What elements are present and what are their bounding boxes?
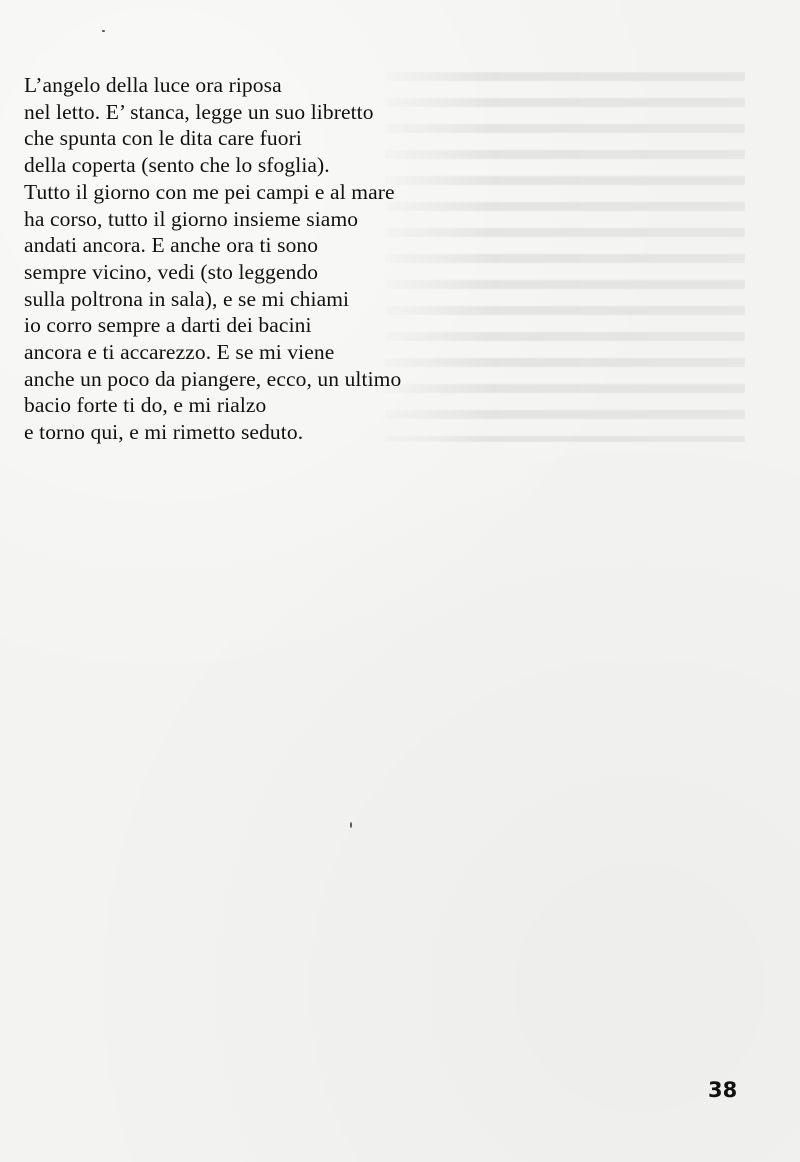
poem-line: L’angelo della luce ora riposa xyxy=(24,73,282,97)
poem-line: della coperta (sento che lo sfoglia). xyxy=(24,153,330,178)
poem-line: ha corso, tutto il giorno insieme siamo xyxy=(24,206,359,231)
poem-line: anche un poco da piangere, ecco, un ultimo xyxy=(24,366,402,391)
poem-line: sulla poltrona in sala), e se mi chiami xyxy=(24,286,350,311)
poem-line: Tutto il giorno con me pei campi e al mare xyxy=(24,179,395,204)
poem-line: sempre vicino, vedi (sto leggendo xyxy=(24,259,319,284)
poem-line: che spunta con le dita care fuori xyxy=(24,126,302,151)
poem-line: andati ancora. E anche ora ti sono xyxy=(24,233,319,258)
poem-line: nel letto. E’ stanca, legge un suo libretto xyxy=(24,99,374,124)
paper-speck xyxy=(102,30,105,32)
poem-line: e torno qui, e mi rimetto seduto. xyxy=(24,420,304,445)
page-number: 38 xyxy=(708,1078,738,1102)
poem-line: io corro sempre a darti dei bacini xyxy=(24,313,312,338)
poem-line: ancora e ti accarezzo. E se mi viene xyxy=(24,340,335,365)
paper-speck xyxy=(350,822,352,828)
poem-text xyxy=(24,72,544,446)
poem-line: bacio forte ti do, e mi rialzo xyxy=(24,393,267,418)
